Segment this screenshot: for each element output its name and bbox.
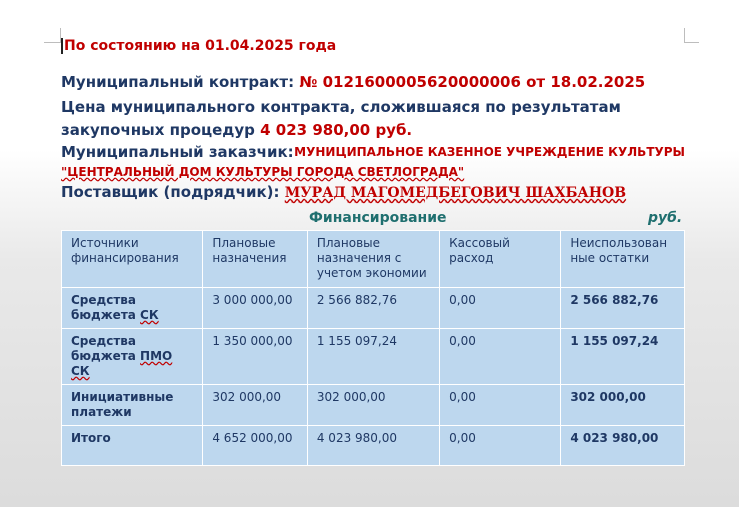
row-planned-savings-cell: 1 155 097,24 xyxy=(307,329,439,385)
customer-label: Муниципальный заказчик: xyxy=(61,143,294,161)
header-cell-planned-savings: Плановые назначения с учетом экономии xyxy=(307,231,439,288)
row-cash-expense-cell: 0,00 xyxy=(440,426,561,466)
spellcheck-underline: СК xyxy=(140,308,159,322)
contract-label: Муниципальный контракт: xyxy=(61,73,300,91)
row-unused-balance-cell: 2 566 882,76 xyxy=(561,288,685,329)
financing-title: Финансирование xyxy=(309,210,447,226)
table-row xyxy=(62,385,685,426)
row-source-cell xyxy=(62,288,203,329)
row-planned-cell: 4 652 000,00 xyxy=(203,426,308,466)
row-unused-balance-cell: 302 000,00 xyxy=(561,385,685,426)
table-header-row xyxy=(62,231,685,288)
supplier-name: МУРАД МАГОМЕДБЕГОВИЧ ШАХБАНОВ xyxy=(284,185,627,201)
price-label: Цена муниципального контракта, сложившаяся по результатам закупочных процедур xyxy=(61,98,621,139)
page-corner-mark-left xyxy=(44,28,61,43)
table-row xyxy=(62,329,685,385)
contract-line xyxy=(61,73,685,91)
price-value: 4 023 980,00 руб. xyxy=(260,121,413,139)
row-planned-savings-cell: 302 000,00 xyxy=(307,385,439,426)
header-cell-cash-expense: Кассовый расход xyxy=(440,231,561,288)
row-source-cell xyxy=(62,329,203,385)
header-cell-planned: Плановые назначения xyxy=(203,231,308,288)
row-unused-balance-cell: 1 155 097,24 xyxy=(561,329,685,385)
header-cell-sources: Источники финансирования xyxy=(62,231,203,288)
page-corner-mark-right xyxy=(684,28,699,43)
row-source-cell: Инициативные платежи xyxy=(62,385,203,426)
financing-table xyxy=(61,230,685,466)
row-planned-savings-cell: 4 023 980,00 xyxy=(307,426,439,466)
row-source-label: Средства бюджета ПМО СК xyxy=(71,334,173,378)
row-planned-cell: 3 000 000,00 xyxy=(203,288,308,329)
customer-name-line1: МУНИЦИПАЛЬНОЕ КАЗЕННОЕ УЧРЕЖДЕНИЕ КУЛЬТУРЫ xyxy=(294,145,685,159)
contract-number: № 0121600005620000006 от 18.02.2025 xyxy=(299,73,646,91)
row-planned-cell: 1 350 000,00 xyxy=(203,329,308,385)
row-planned-cell: 302 000,00 xyxy=(203,385,308,426)
customer-name-line2: "ЦЕНТРАЛЬНЫЙ ДОМ КУЛЬТУРЫ ГОРОДА СВЕТЛОГРАДА" xyxy=(61,165,465,179)
row-planned-savings-cell: 2 566 882,76 xyxy=(307,288,439,329)
row-cash-expense-cell: 0,00 xyxy=(440,329,561,385)
supplier-line xyxy=(61,183,685,201)
row-source-cell: Итого xyxy=(62,426,203,466)
status-date-line[interactable]: По состоянию на 01.04.2025 года xyxy=(61,38,336,54)
customer-line xyxy=(61,142,685,182)
row-cash-expense-cell: 0,00 xyxy=(440,385,561,426)
price-line xyxy=(61,96,685,142)
row-source-label: Средства бюджета СК xyxy=(71,293,159,322)
header-cell-unused-balance: Неиспользован ные остатки xyxy=(561,231,685,288)
spellcheck-underline: ПМО СК xyxy=(71,349,173,378)
currency-label: руб. xyxy=(648,210,683,226)
supplier-label: Поставщик (подрядчик): xyxy=(61,183,285,201)
row-unused-balance-cell: 4 023 980,00 xyxy=(561,426,685,466)
row-cash-expense-cell: 0,00 xyxy=(440,288,561,329)
table-row xyxy=(62,288,685,329)
table-row-total xyxy=(62,426,685,466)
